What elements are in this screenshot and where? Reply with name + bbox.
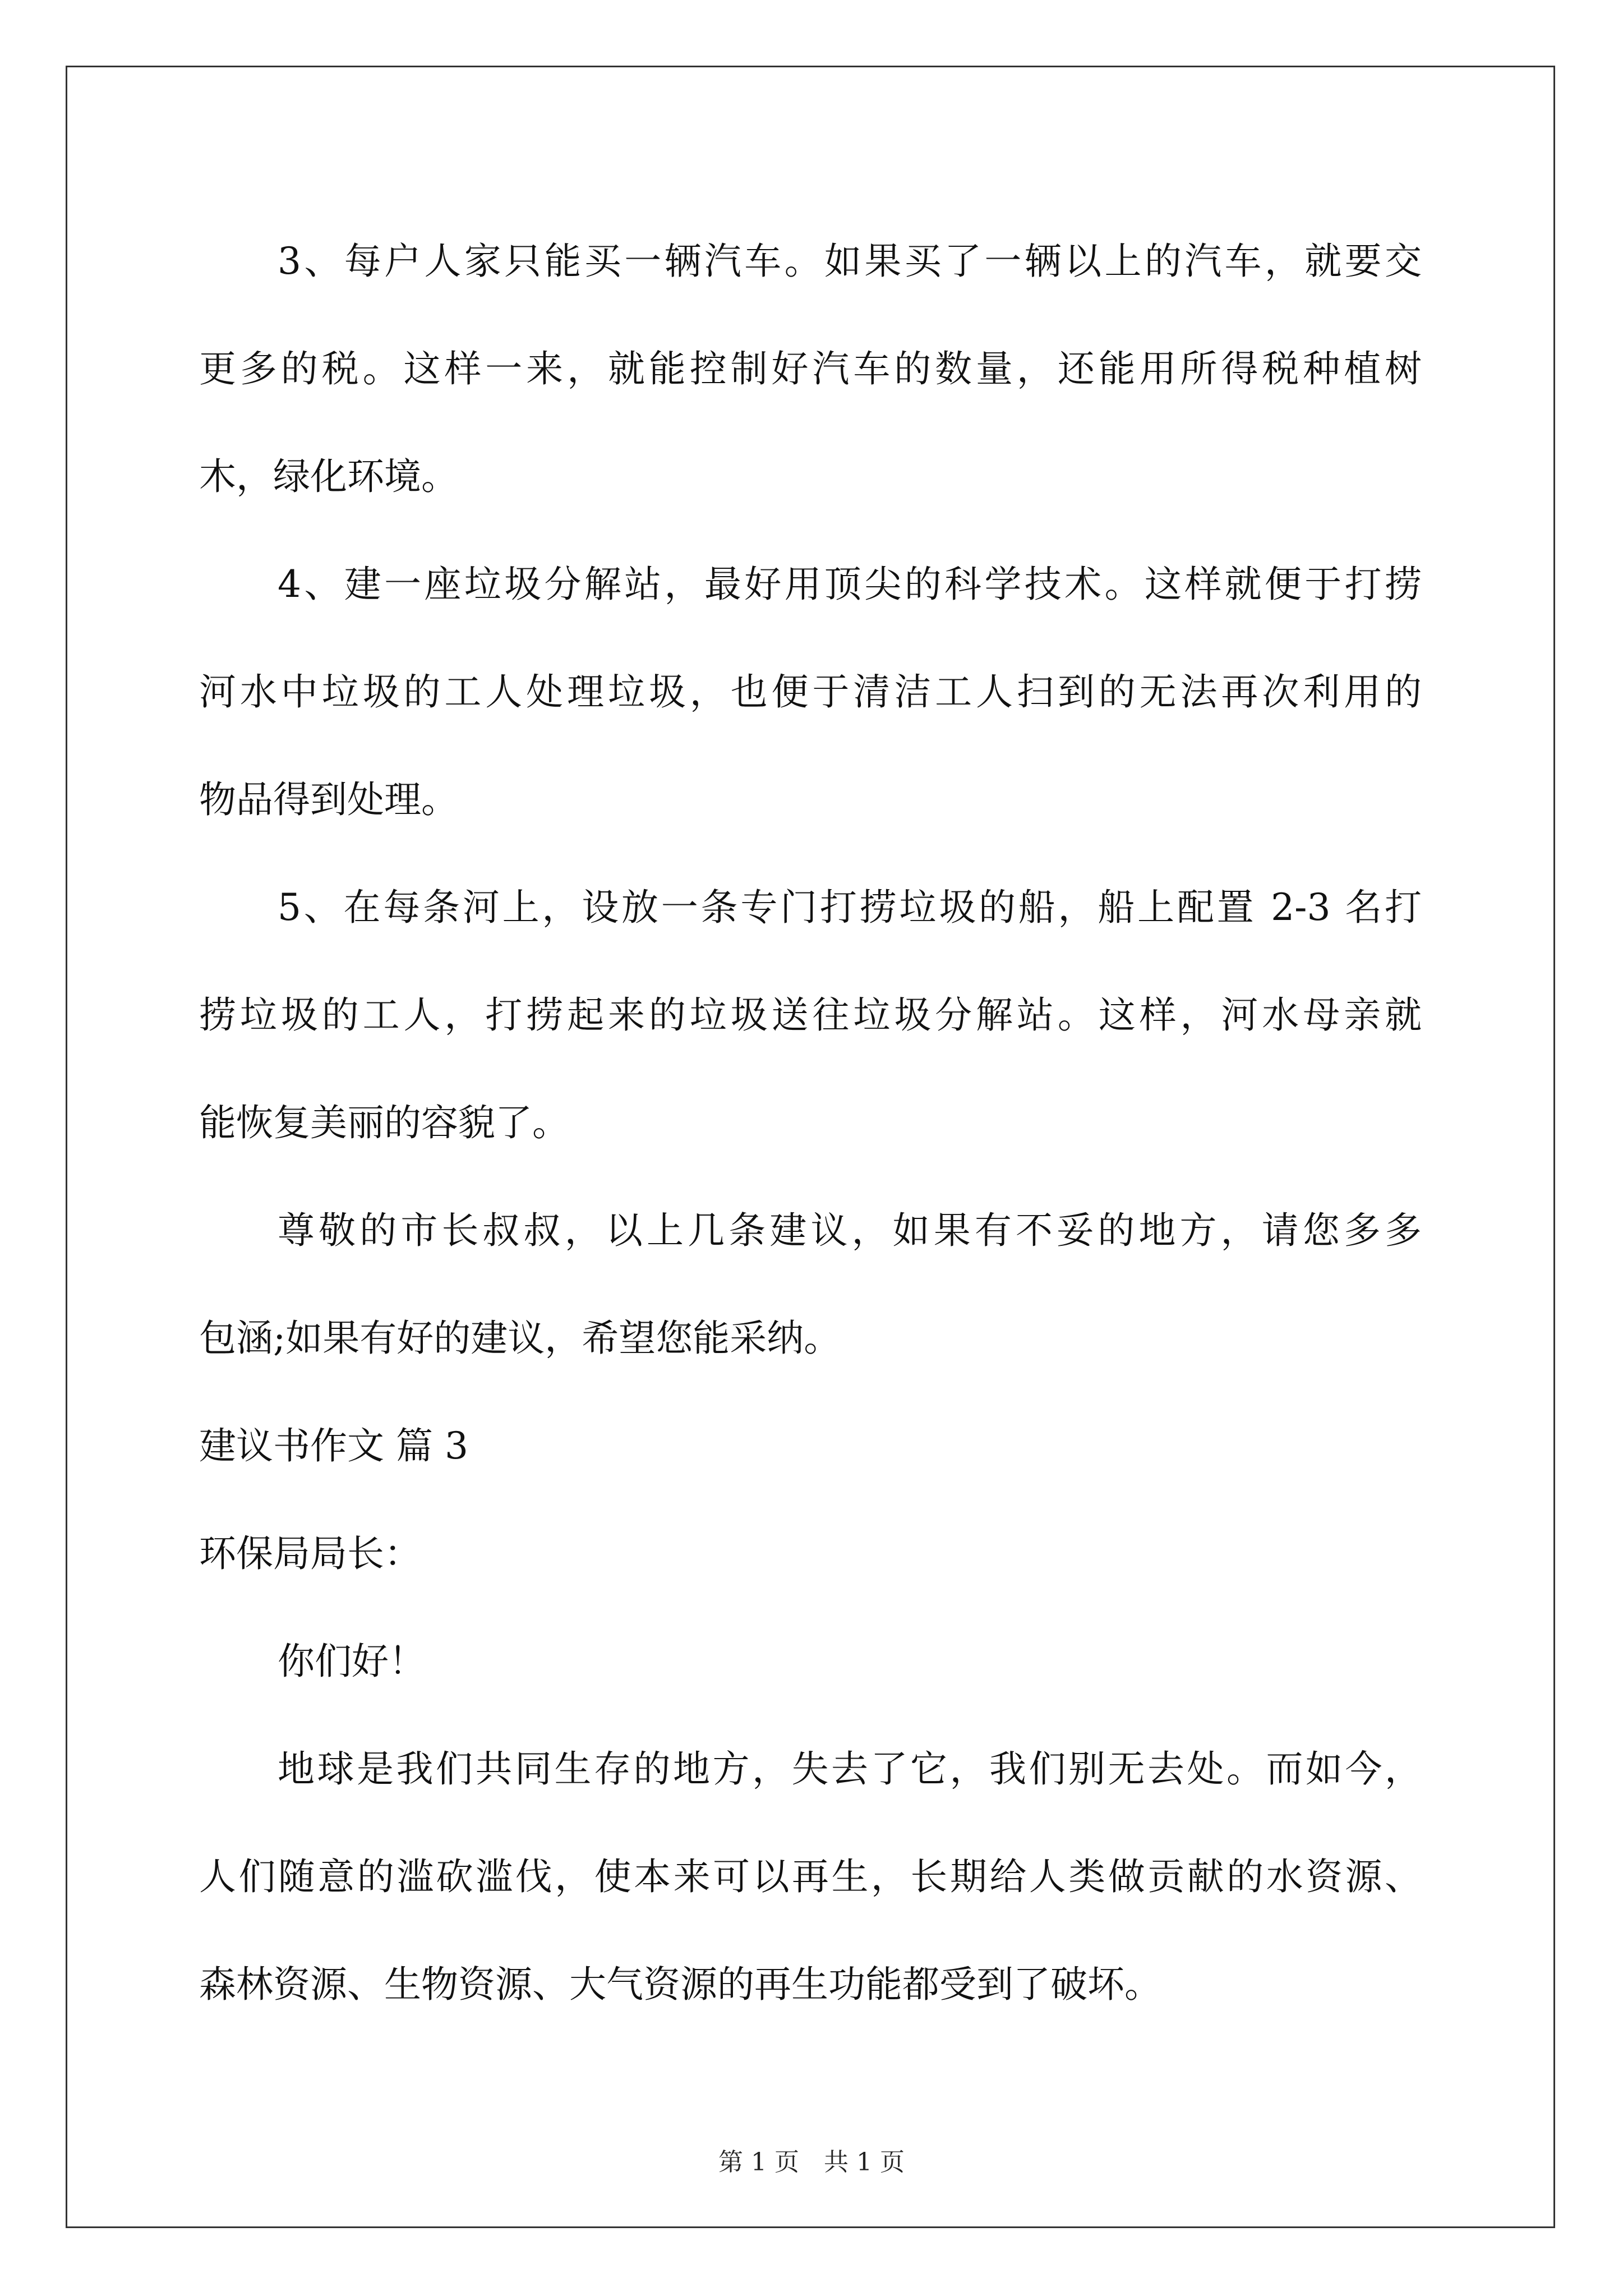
body-paragraph-line-2: 人们随意的滥砍滥伐，使本来可以再生，长期给人类做贡献的水资源、 [199, 1855, 1422, 1898]
paragraph-5-line-2: 捞垃圾的工人，打捞起来的垃圾送往垃圾分解站。这样，河水母亲就 [199, 993, 1422, 1037]
body-paragraph-line-3: 森林资源、生物资源、大气资源的再生功能都受到了破坏。 [199, 1963, 1161, 2006]
paragraph-3-line-1: 3、每户人家只能买一辆汽车。如果买了一辆以上的汽车，就要交 [278, 240, 1422, 283]
page-number-footer: 第 1 页 共 1 页 [718, 2148, 905, 2177]
paragraph-5-line-1: 5、在每条河上，设放一条专门打捞垃圾的船，船上配置 2-3 名打 [278, 886, 1422, 929]
paragraph-3-line-3: 木，绿化环境。 [199, 455, 458, 498]
section-heading: 建议书作文 篇 3 [199, 1424, 468, 1467]
paragraph-4-line-2: 河水中垃圾的工人处理垃圾，也便于清洁工人扫到的无法再次利用的 [199, 670, 1422, 714]
document-body [199, 208, 1422, 2039]
paragraph-3-line-2: 更多的税。这样一来，就能控制好汽车的数量，还能用所得税种植树 [199, 347, 1422, 390]
body-paragraph-line-1: 地球是我们共同生存的地方，失去了它，我们别无去处。而如今， [278, 1747, 1422, 1791]
closing-line-2: 包涵;如果有好的建议，希望您能采纳。 [199, 1317, 841, 1360]
paragraph-4-line-3: 物品得到处理。 [199, 778, 458, 821]
closing-line-1: 尊敬的市长叔叔，以上几条建议，如果有不妥的地方，请您多多 [278, 1209, 1422, 1252]
salutation: 环保局局长： [199, 1532, 421, 1575]
paragraph-4-line-1: 4、建一座垃圾分解站，最好用顶尖的科学技术。这样就便于打捞 [278, 563, 1422, 606]
paragraph-5-line-3: 能恢复美丽的容貌了。 [199, 1101, 569, 1144]
greeting: 你们好！ [278, 1640, 426, 1683]
